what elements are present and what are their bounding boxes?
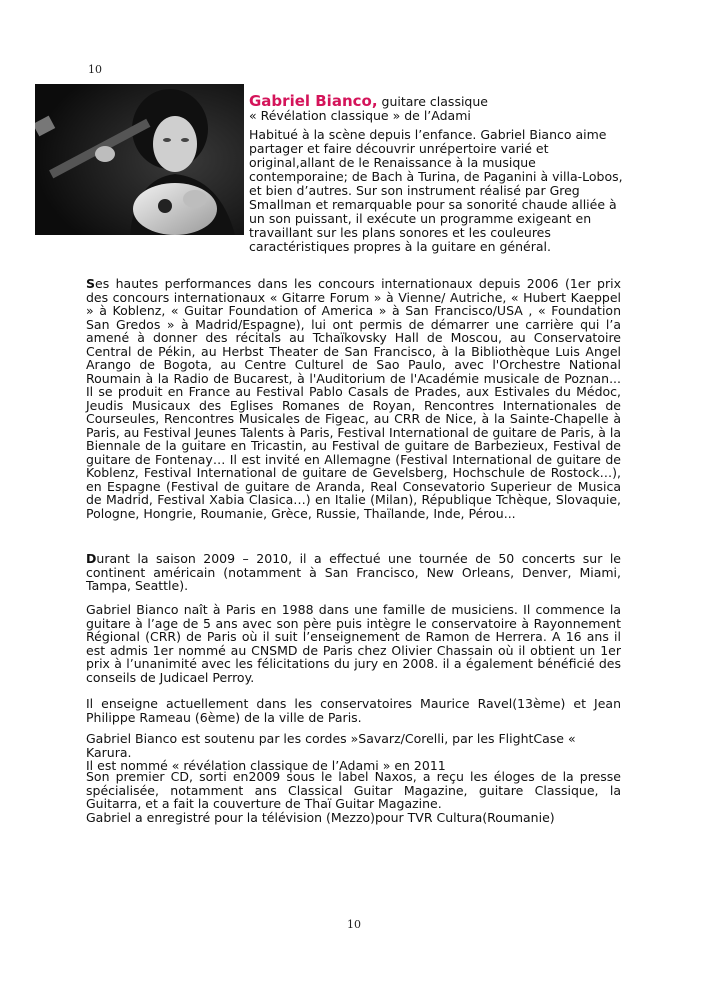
paragraph-text: urant la saison 2009 – 2010, il a effectué une tournée de 50 concerts sur le continent américain (notamment à San Francisco, New Orleans, Denver, Miami, Tampa, Seattle).	[86, 551, 621, 593]
artist-role: guitare classique	[377, 94, 488, 109]
paragraph-line: Gabriel a enregistré pour la télévision (Mezzo)pour TVR Cultura(Roumanie)	[86, 809, 555, 825]
paragraph-sponsors	[86, 732, 621, 773]
paragraph-text: Gabriel Bianco naît à Paris en 1988 dans une famille de musiciens. Il commence la guitare à l’age de 5 ans avec son père puis intègre le conservatoire à Rayonnement Régional (CRR) de Paris où il suit l’enseignement de Ramon de Herrera. A 16 ans il est admis 1er nommé au CNSMD de Paris chez Olivier Chassain où il obtient un 1er prix à l’unanimité avec les félicitations du jury en 2008. il a également bénéficié des conseils de Judicael Perroy.	[86, 602, 621, 685]
paragraph-teaching	[86, 697, 621, 724]
paragraph-line: Gabriel Bianco est soutenu par les cordes »Savarz/Corelli, par les FlightCase « Karura.	[86, 731, 576, 760]
drop-initial: D	[86, 551, 97, 566]
intro-text: Habitué à la scène depuis l’enfance. Gabriel Bianco aime partager et faire découvrir unrépertoire varié et original,allant de le Renaissance à la musique contemporaine; de Bach à Turina, de Paganini à villa-Lobos, et bien d’autres. Sur son instrument réalisé par Greg Smallman et remarquable pour sa sonorité chaude alliée à un son puissant, il exécute un programme exigeant en travaillant sur les plans sonores et les couleures caractéristiques propres à la guitare en général.	[249, 127, 623, 254]
drop-initial: S	[86, 276, 96, 291]
guitarist-photo	[35, 84, 244, 235]
paragraph-performances	[86, 277, 621, 520]
paragraph-text: Son premier CD, sorti en2009 sous le label Naxos, a reçu les éloges de la presse spécialisée, notamment ans Classical Guitar Magazine, guitare Classique, la Guitarra, et a fait la couverture de Thaï Guitar Magazine.	[86, 769, 621, 811]
paragraph-line: Il est nommé « révélation classique de l’Adami » en 2011	[86, 758, 446, 773]
intro-subtitle: « Révélation classique » de l’Adami	[249, 108, 471, 123]
paragraph-tour	[86, 552, 621, 593]
paragraph-text: Il enseigne actuellement dans les conservatoires Maurice Ravel(13ème) et Jean Philippe Rameau (6ème) de la ville de Paris.	[86, 696, 621, 725]
page-number-bottom: 10	[347, 918, 361, 931]
page-number-top: 10	[88, 63, 102, 76]
intro-block	[249, 94, 625, 254]
paragraph-cd	[86, 770, 621, 824]
paragraph-text: es hautes performances dans les concours internationaux depuis 2006 (1er prix des concours internationaux « Gitarre Forum » à Vienne/ Autriche, « Hubert Kaeppel » à Koblenz, « Guitar Foundation of America » à San Francisco/USA , « Foundation San Gredos » à Madrid/Espagne), lui ont permis de démarrer une carrière qui l’a amené à donner des récitals au Tchaïkovsky Hall de Moscou, au Conservatoire Central de Pékin, au Herbst Theater de San Francisco, à la Bibliothèque Luis Angel Arango de Bogota, au Centre Culturel de Sao Paulo, avec l'Orchestre National Roumain à la Radio de Bucarest, à l'Auditorium de l'Académie musicale de Poznan... Il se produit en France au Festival Pablo Casals de Prades, aux Estivales du Médoc, Jeudis Musicaux des Eglises Romanes de Royan, Rencontres Internationales de Courseules, Rencontres Musicales de Figeac, au CRR de Nice, à la Sainte-Chapelle à Paris, au Festival Jeunes Talents à Paris, Festival International de guitare de Paris, à la Biennale de la guitare en Tricastin, au Festival de guitare de Barbezieux, Festival de guitare de Fontenay… Il est invité en Allemagne (Festival International de guitare de Koblenz, Festival International de guitare de Gevelsberg, Hochschule de Rostock…), en Espagne (Festival de guitare de Aranda, Real Consevatorio Superieur de Musica de Madrid, Festival Xabia Clasica…) en Italie (Milan), République Tchèque, Slovaquie, Pologne, Hongrie, Roumanie, Grèce, Russie, Thaïlande, Inde, Pérou...	[86, 276, 621, 521]
artist-name: Gabriel Bianco,	[249, 92, 378, 110]
paragraph-biography	[86, 603, 621, 684]
intro-heading	[249, 94, 625, 109]
